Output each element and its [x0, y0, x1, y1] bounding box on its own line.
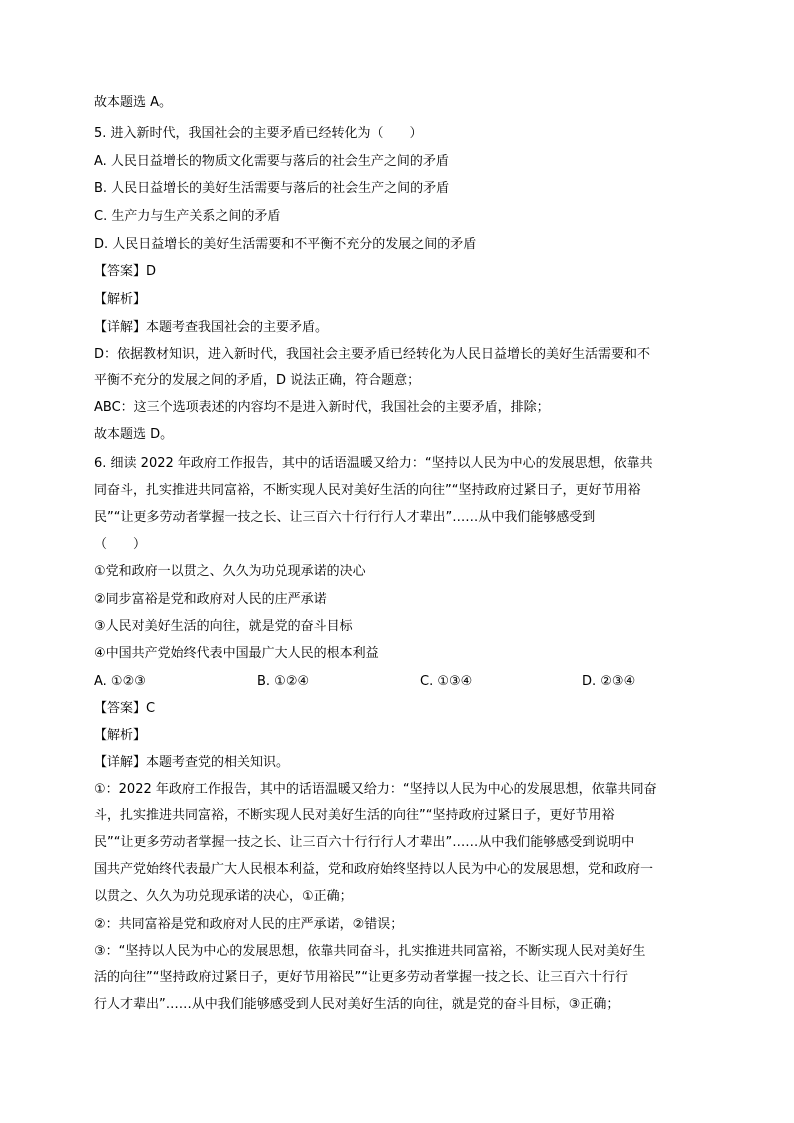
q4-conclusion: 故本题选 A。: [94, 95, 173, 110]
q6-option-a: A. ①②③: [94, 674, 146, 689]
q5-explanation-line: 平衡不充分的发展之间的矛盾，D 说法正确，符合题意；: [94, 373, 421, 388]
q5-answer-line: [94, 263, 704, 281]
q6-explanation-line: ②：共同富裕是党和政府对人民的庄严承诺，②错误；: [94, 917, 404, 932]
q6-stem-blank: （ ）: [94, 537, 147, 552]
answer-tag: 【答案】: [94, 264, 147, 279]
q5-detail-line: [94, 319, 704, 337]
answer-value: D: [146, 264, 157, 279]
detail-text: 本题考查党的相关知识。: [146, 755, 290, 770]
q6-option-c: C. ①③④: [420, 674, 473, 689]
q5-option-b: B. 人民日益增长的美好生活需要与落后的社会生产之间的矛盾: [94, 181, 450, 196]
detail-text: 本题考查我国社会的主要矛盾。: [146, 320, 329, 335]
q6-answer-line: [94, 700, 704, 718]
q6-explanation-line: 行人才辈出”……从中我们能够感受到人民对美好生活的向往，就是党的奋斗目标，③正确；: [94, 997, 620, 1012]
q6-analysis-tag: 【解析】: [94, 728, 147, 743]
q5-option-c: C. 生产力与生产关系之间的矛盾: [94, 209, 281, 224]
q6-stem-line: 同奋斗，扎实推进共同富裕，不断实现人民对美好生活的向往”“坚持政府过紧日子，更好节用裕: [94, 483, 641, 498]
q6-explanation-line: 活的向往”“坚持政府过紧日子，更好节用裕民”“让更多劳动者掌握一技之长、让三百六十行行: [94, 970, 628, 985]
q5-stem: 5. 进入新时代，我国社会的主要矛盾已经转化为（ ）: [94, 126, 423, 141]
q6-explanation-line: 以贯之、久久为功兑现承诺的决心，①正确；: [94, 889, 353, 904]
q6-explanation-line: 民”“让更多劳动者掌握一技之长、让三百六十行行行人才辈出”……从中我们能够感受到说明中: [94, 835, 635, 850]
q5-explanation-line: ABC：这三个选项表述的内容均不是进入新时代，我国社会的主要矛盾，排除；: [94, 400, 550, 415]
q6-statement-1: ①党和政府一以贯之、久久为功兑现承诺的决心: [94, 564, 366, 579]
q5-explanation-line: D：依据教材知识，进入新时代，我国社会主要矛盾已经转化为人民日益增长的美好生活需要和不: [94, 347, 651, 362]
q6-stem-line: 民”“让更多劳动者掌握一技之长、让三百六十行行行人才辈出”……从中我们能够感受到: [94, 510, 596, 525]
q6-option-b: B. ①②④: [257, 674, 310, 689]
q6-detail-line: [94, 754, 704, 772]
q5-option-a: A. 人民日益增长的物质文化需要与落后的社会生产之间的矛盾: [94, 154, 449, 169]
answer-value: C: [146, 701, 156, 716]
q5-option-d: D. 人民日益增长的美好生活需要和不平衡不充分的发展之间的矛盾: [94, 237, 477, 252]
q6-explanation-line: ③：“坚持以人民为中心的发展思想，依靠共同奋斗，扎实推进共同富裕，不断实现人民对美好生: [94, 944, 646, 959]
q6-statement-2: ②同步富裕是党和政府对人民的庄严承诺: [94, 592, 327, 607]
q5-analysis-tag: 【解析】: [94, 292, 147, 307]
detail-tag: 【详解】: [94, 320, 147, 335]
q5-conclusion: 故本题选 D。: [94, 427, 174, 442]
q6-explanation-line: ①：2022 年政府工作报告，其中的话语温暖又给力：“坚持以人民为中心的发展思想，依靠共同奋: [94, 782, 657, 797]
q6-option-d: D. ②③④: [582, 674, 636, 689]
q6-explanation-line: 斗，扎实推进共同富裕，不断实现人民对美好生活的向往”“坚持政府过紧日子，更好节用裕: [94, 808, 615, 823]
q6-explanation-line: 国共产党始终代表最广大人民根本利益，党和政府始终坚持以人民为中心的发展思想，党和政府一: [94, 862, 654, 877]
q6-statement-3: ③人民对美好生活的向往，就是党的奋斗目标: [94, 619, 353, 634]
q6-stem-line: 6. 细读 2022 年政府工作报告，其中的话语温暖又给力：“坚持以人民为中心的发展思想，依靠共: [94, 456, 653, 471]
q6-statement-4: ④中国共产党始终代表中国最广大人民的根本利益: [94, 646, 379, 661]
answer-tag: 【答案】: [94, 701, 147, 716]
detail-tag: 【详解】: [94, 755, 147, 770]
